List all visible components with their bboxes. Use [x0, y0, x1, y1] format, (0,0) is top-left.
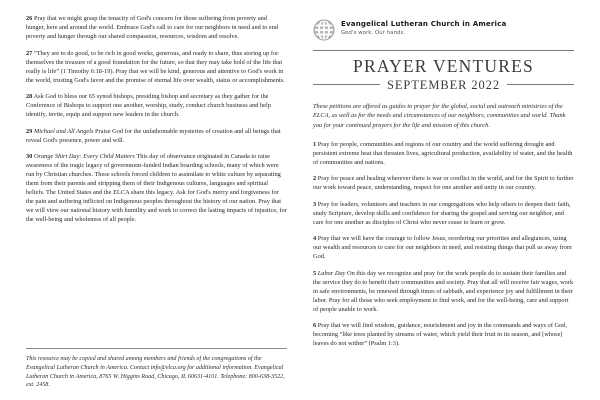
footer-spacer — [26, 224, 287, 348]
entry-number: 30 — [26, 153, 33, 160]
entry-number: 2 — [313, 175, 317, 183]
prayer-entry — [313, 174, 574, 192]
entry-text: Pray that we will have the courage to follow Jesus, reordering our priorities and allegiances, using our wealth and resources to care for our neighbors in need, and resisting things that pull us away from God. — [313, 235, 572, 261]
masthead — [313, 18, 574, 41]
entry-text: This day of observance originated in Canada to raise awareness of the tragic legacy of government-funded Indian boarding schools, many of which were run by Christian churches. These schools forced children to assimilate to white culture by separating them from their parents and stripping them of their Indigenous cultures, languages and spiritual beliefs. The United States and the ELCA share this legacy. Ask for God's mercy and forgiveness for the pain and suffering inflicted on Indigenous peoples throughout the history of our nation. Pray that we will view our national history with humility and work to correct the lasting impacts of injustice, for the well-being and wholeness of all people. — [26, 153, 287, 223]
prayer-entry — [26, 127, 287, 145]
entry-number: 29 — [26, 127, 33, 135]
left-column-entries — [26, 14, 287, 224]
entry-number: 5 — [313, 269, 317, 277]
right-column — [313, 14, 574, 390]
entry-observance: Michael and All Angels — [33, 127, 94, 135]
subtitle-rule-left — [313, 84, 380, 85]
entry-text: Pray for peace and healing wherever there is war or conflict in the world, and for the Spirit to further our work toward peace, understanding, respect for one another and unity in our country. — [313, 175, 574, 192]
left-column — [26, 14, 287, 390]
footer-divider — [26, 348, 287, 349]
title-top-divider — [313, 50, 574, 51]
entry-text: Ask God to bless our 65 synod bishops, presiding bishop and secretary as they gather for the Conference of Bishops to support one another, worship, study, conduct church business and help identify, invite, equip and support new leaders in the church. — [26, 93, 271, 118]
entry-number: 1 — [313, 140, 317, 148]
elca-globe-cross-icon — [313, 19, 335, 41]
entry-observance: Labor Day — [317, 269, 346, 277]
entry-text: Pray that we might grasp the tenacity of God's concern for those suffering from poverty and hunger, here and around the world. Embrace God's call to care for our neighbors in need and to end poverty and hunger through our shared compassion, resources, wisdom and resolve. — [26, 15, 279, 40]
footer — [26, 348, 287, 390]
entry-text: Pray for leaders, volunteers and teachers in our congregations who help others to deepen their faith, study Scripture, develop skills and confidence for sharing the gospel and serving our neighbor, and care for one another as disciples of Christ who never cease to learn or grow. — [313, 200, 571, 226]
entry-observance: Orange Shirt Day: Every Child Matters — [33, 153, 135, 160]
entry-number: 28 — [26, 93, 33, 100]
prayer-entry — [313, 234, 574, 261]
entry-number: 3 — [313, 200, 317, 208]
entry-number: 26 — [26, 15, 33, 22]
prayer-entry — [313, 140, 574, 167]
prayer-entry — [313, 321, 574, 348]
entry-text: On this day we recognize and pray for the work people do to sustain their families and the service they do to benefit their communities and society. Pray that all will receive fair wages, work in safe environments, be renewed through times of sabbath, and experience joy and fulfillment in their labor. Pray for all those who seek employment to find work, and for the well-being, care and support of people unable to work. — [313, 269, 574, 313]
brand-tagline: God's work. Our hands. — [341, 30, 406, 37]
prayer-entry — [26, 14, 287, 41]
brand-name: Evangelical Lutheran Church in America — [341, 19, 507, 28]
page-title: PRAYER VENTURES — [353, 56, 534, 76]
entry-number: 27 — [26, 49, 33, 57]
right-column-entries — [313, 140, 574, 349]
entry-text: Pray for people, communities and regions of our country and the world suffering drought and persistent extreme heat that threaten lives, agricultural production, availability of water, and the health of communities and nations. — [313, 140, 573, 166]
page-subtitle: SEPTEMBER 2022 — [387, 77, 500, 92]
brand-text — [341, 18, 506, 37]
prayer-entry — [26, 49, 287, 85]
prayer-entry — [26, 152, 287, 224]
prayer-entry — [313, 200, 574, 227]
entry-text: Pray that we will find wisdom, guidance, nourishment and joy in the commands and ways of God, becoming “like trees planted by streams of water, which yield their fruit in its season, and [whose] leaves do not wither” (Psalm 1:3). — [313, 322, 568, 348]
entry-text: Praise God for the unfathomable mysteries of creation and all beings that reveal God's presence, power and will. — [26, 127, 281, 144]
entry-number: 6 — [313, 322, 317, 330]
entry-number: 4 — [313, 235, 317, 243]
subtitle-row — [313, 79, 574, 92]
intro-paragraph: These petitions are offered as guides to prayer for the global, social and outreach ministries of the ELCA, as well as for the needs and circumstances of our neighbors, communities and world. Thank you for your continued prayers for the life and mission of this church. — [313, 103, 566, 129]
copyright-notice: This resource may be copied and shared among members and friends of the congregations of the Evangelical Lutheran Church in America. Contact info@elca.org for additional information. Evangelical Lutheran Church in America, 8765 W. Higgins Road, Chicago, IL 60631-4101. Telephone: 800-638-3522, ext. 2458. — [26, 356, 285, 389]
prayer-entry — [313, 269, 574, 314]
subtitle-rule-right — [507, 84, 574, 85]
entry-text: “They are to do good, to be rich in good works, generous, and ready to share, thus storing up for themselves the treasure of a good foundation for the future, so that they may take hold of the life that really is life” (1 Timothy 6:18-19). Pray that we will be kind, generous and attentive to God's work in the world, trusting God's favor and the promise of eternal life over wealth, status or accomplishments. — [26, 49, 285, 84]
prayer-entry — [26, 92, 287, 119]
